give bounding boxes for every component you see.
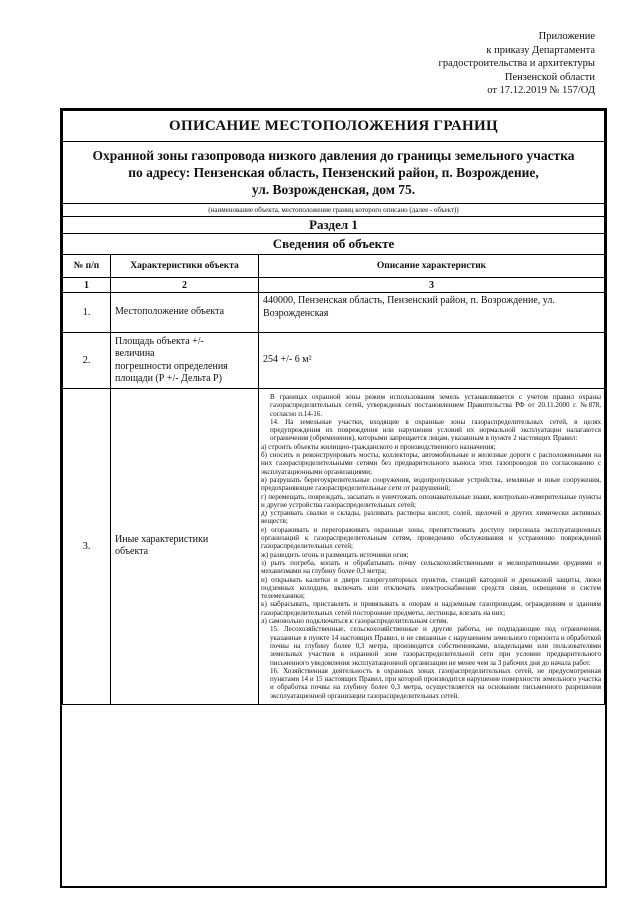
- appendix-line: Приложение: [538, 31, 595, 42]
- column-number: 3: [259, 278, 605, 293]
- paragraph: ж) разводить огонь и размещать источники огня;: [261, 550, 409, 559]
- paragraph: з) рыть погреба, копать и обрабатывать почву сельскохозяйственными и мелиоративными орудиями и механизмами на глубину более 0,3 метра;: [261, 558, 601, 576]
- characteristic-line: Площадь объекта +/-: [115, 335, 204, 347]
- object-note: (наименование объекта, местоположение границ которого описано (далее - объект)): [63, 204, 605, 217]
- paragraph: 15. Лесохозяйственные, сельскохозяйственные и другие работы, не подпадающие под ограничения, указанные в пункте 14 настоящих Правил, и не связанные с нарушением земельного горизонта и обработкой почвы на глубину более 0,3 метра, производятся собственниками, владельцами или пользователями земельных участков в охранной зоне газораспределительной сети при условии предварительного письменного уведомления эксплуатационной организации не менее чем за 3 рабочих дня до начала работ.: [270, 625, 601, 667]
- paragraph: а) строить объекты жилищно-гражданского и производственного назначения;: [261, 442, 496, 451]
- paragraph: е) огораживать и перегораживать охранные зоны, препятствовать доступу персонала эксплуатационных организаций к газораспределительным сетям, проведению обслуживания и устранению повреждений газораспределительных сетей;: [261, 525, 601, 551]
- column-number: 1: [63, 278, 111, 293]
- column-number: 2: [111, 278, 259, 293]
- table-row: [63, 333, 605, 389]
- row-value: 440000, Пензенская область, Пензенский район, п. Возрождение, ул. Возрожденская: [259, 293, 605, 333]
- appendix-line: к приказу Департамента: [486, 44, 595, 56]
- appendix-line: Пензенской области: [504, 71, 595, 83]
- paragraph: к) набрасывать, приставлять и привязывать к опорам и надземным газопроводам, ограждениям и зданиям газораспределительных сетей посторонние предметы, лестницы, влезать на них;: [261, 600, 601, 617]
- paragraph: г) перемещать, повреждать, засыпать и уничтожать опознавательные знаки, контрольно-измерительные пункты и другие устройства газораспределительных сетей;: [261, 492, 601, 509]
- paragraph: В границах охранной зоны режим использования земель устанавливается с учетом правил охраны газораспределительных сетей, утвержденных постановлением Правительства РФ от 20.11.2000 г. №878, согласно п.14-16.: [270, 393, 601, 418]
- appendix-line: градостроительства и архитектуры: [438, 58, 595, 69]
- document-frame: [60, 108, 607, 888]
- paragraph: б) сносить и реконструировать мосты, коллекторы, автомобильные и железные дороги с расположенными на них газораспределительными сетями без предварительного выноса этих газопроводов по согласованию с эксплуатационными организациями;: [261, 451, 601, 476]
- object-title-line: Охранной зоны газопровода низкого давления до границы земельного участка: [92, 148, 575, 163]
- object-title-line: ул. Возрожденская, дом 75.: [251, 182, 416, 197]
- row-characteristic: [111, 389, 259, 705]
- characteristic-line: объекта: [115, 546, 149, 558]
- paragraph: л) самовольно подключаться к газораспределительным сетям.: [261, 617, 449, 626]
- paragraph: д) устраивать свалки и склады, разливать растворы кислот, солей, щелочей и других химически активных веществ;: [261, 509, 601, 526]
- document-title: ОПИСАНИЕ МЕСТОПОЛОЖЕНИЯ ГРАНИЦ: [63, 111, 605, 142]
- appendix-line: от 17.12.2019 № 157/ОД: [487, 85, 595, 96]
- characteristic-line: Иные характеристики: [115, 533, 209, 545]
- characteristic-line: погрешности определения: [115, 360, 228, 372]
- description-table: [62, 110, 605, 705]
- row-number: 1.: [63, 293, 111, 333]
- characteristic-line: площади (Р +/- Дельта Р): [115, 373, 222, 384]
- paragraph: и) открывать калитки и двери газорегуляторных пунктов, станций катодной и дренажной защиты, люки подземных колодцев, включать или отключать электроснабжение средств связи, освещения и систем телемеханики;: [261, 575, 601, 601]
- row-number: 2.: [63, 333, 111, 389]
- paragraph: 14. На земельные участки, входящие в охранные зоны газораспределительных сетей, в целях предупреждения их повреждения или нарушения условий их нормальной эксплуатации налагаются ограничения (обременения), которыми запрещается лицам, указанным в пункте 2 настоящих Правил:: [270, 417, 601, 443]
- section-subtitle: Сведения об объекте: [63, 234, 605, 255]
- header-number: № п/п: [63, 255, 111, 278]
- row-characteristic: [111, 333, 259, 389]
- row-characteristic: Местоположение объекта: [111, 293, 259, 333]
- paragraph: 16. Хозяйственная деятельность в охранных зонах газораспределительных сетей, не предусмотренная пунктами 14 и 15 настоящих Правил, при которой производится нарушение поверхности земельного участка и обработка почвы на глубину более 0,3 метра, осуществляется на основании письменного разрешения эксплуатационной организации газораспределительных сетей.: [270, 666, 601, 700]
- row-value: 254 +/- 6 м²: [259, 333, 605, 389]
- row-number: 3.: [63, 389, 111, 705]
- header-characteristics: Характеристики объекта: [111, 255, 259, 278]
- paragraph: в) разрушать берегоукрепительные сооружения, водопропускные устройства, земляные и иные сооружения, предохраняющие газораспределительные сети от разрушений;: [261, 475, 601, 493]
- object-title: [63, 142, 605, 204]
- table-row: [63, 389, 605, 705]
- section-title: Раздел 1: [63, 217, 605, 234]
- appendix-block: [439, 30, 595, 98]
- characteristic-line: величина: [115, 348, 155, 359]
- object-title-line: по адресу: Пензенская область, Пензенский район, п. Возрождение,: [128, 165, 539, 180]
- table-row: [63, 293, 605, 333]
- other-characteristics-text: [259, 389, 605, 705]
- header-description: Описание характеристик: [259, 255, 605, 278]
